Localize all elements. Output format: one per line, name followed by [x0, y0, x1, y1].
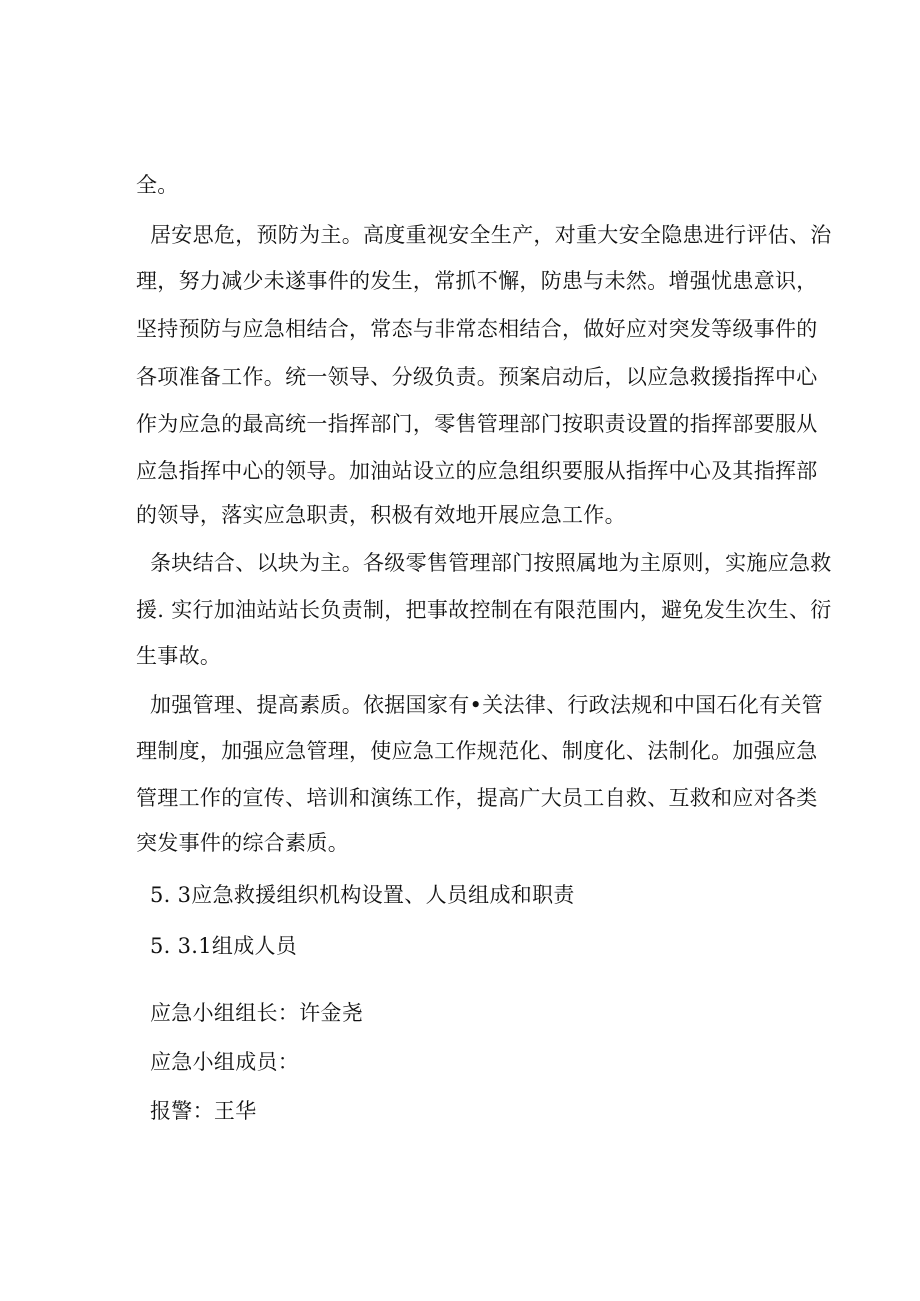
paragraph-prevention-line-4: 各项准备工作。统一领导、分级负责。预案启动后，以应急救援指挥中心	[136, 365, 818, 389]
paragraph-management-line-2: 理制度，加强应急管理，使应急工作规范化、制度化、法制化。加强应急	[136, 739, 818, 763]
section-heading-5-3: 5. 3应急救援组织机构设置、人员组成和职责	[150, 883, 575, 907]
section-heading-5-3-1: 5. 3.1组成人员	[150, 934, 298, 958]
paragraph-blocks-line-2: 援. 实行加油站站长负责制，把事故控制在有限范围内，避免发生次生、衍	[136, 598, 832, 622]
paragraph-prevention-line-6: 应急指挥中心的领导。加油站设立的应急组织要服从指挥中心及其指挥部	[136, 459, 818, 483]
team-leader-line: 应急小组组长：许金尧	[150, 1001, 363, 1025]
paragraph-management-line-3: 管理工作的宣传、培训和演练工作，提高广大员工自救、互救和应对各类	[136, 786, 818, 810]
paragraph-blocks-line-3: 生事故。	[136, 644, 222, 668]
paragraph-blocks-line-1: 条块结合、以块为主。各级零售管理部门按照属地为主原则，实施应急救	[150, 551, 832, 575]
team-members-line: 应急小组成员：	[150, 1050, 300, 1074]
paragraph-prevention-line-1: 居安思危，预防为主。高度重视安全生产，对重大安全隐患进行评估、治	[150, 223, 832, 247]
alarm-contact-line: 报警：王华	[150, 1099, 257, 1123]
paragraph-tail-line: 全。	[136, 173, 179, 197]
paragraph-prevention-line-2: 理，努力减少未遂事件的发生，常抓不懈，防患与未然。增强忧患意识，	[136, 269, 818, 293]
paragraph-prevention-line-5: 作为应急的最高统一指挥部门，零售管理部门按职责设置的指挥部要服从	[136, 412, 818, 436]
paragraph-management-line-4: 突发事件的综合素质。	[136, 831, 349, 855]
paragraph-management-line-1: 加强管理、提高素质。依据国家有•关法律、行政法规和中国石化有关管	[150, 693, 823, 717]
paragraph-prevention-line-3: 坚持预防与应急相结合，常态与非常态相结合，做好应对突发等级事件的	[136, 317, 818, 341]
paragraph-prevention-line-7: 的领导，落实应急职责，积极有效地开展应急工作。	[136, 503, 626, 527]
